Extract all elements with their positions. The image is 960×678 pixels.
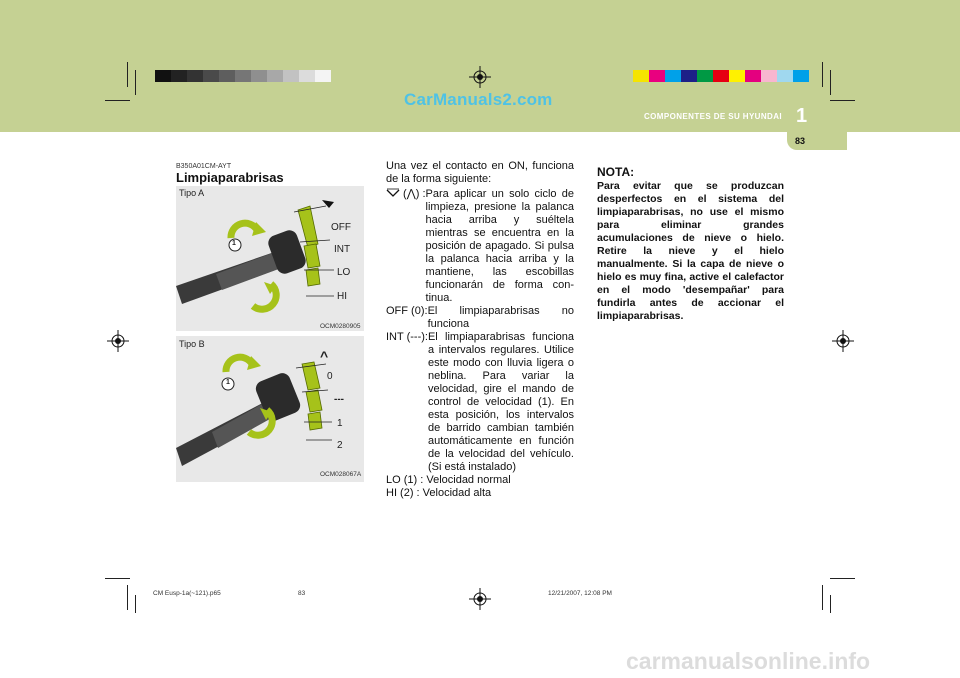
wiper-stalk-illustration <box>176 336 364 482</box>
section-heading: Limpiaparabrisas <box>176 170 284 185</box>
registration-mark-icon <box>469 588 491 610</box>
color-swatch <box>697 70 713 82</box>
callout-number: 1 <box>232 240 236 247</box>
footer-page: 83 <box>298 590 306 597</box>
intro-text: Una vez el contacto en ON, funciona de la forma siguiente: <box>386 160 574 185</box>
color-swatch <box>251 70 267 82</box>
footer-date: 12/21/2007, 12:08 PM <box>548 590 612 597</box>
color-swatch <box>729 70 745 82</box>
wiper-mist-icon <box>386 188 400 198</box>
speed-hi-text: HI (2) : Velocidad alta <box>386 487 492 499</box>
footer-file: CM Eusp-1a(~121).p65 <box>153 590 221 597</box>
crop-mark <box>830 70 831 95</box>
crop-mark <box>822 585 823 610</box>
color-swatch <box>633 70 649 82</box>
list-item-text: El limpiaparabrisas funciona a intervalos regulares. Utilice este modo con lluvia ligera o neblina. Para variar la velocidad, gire el mando de control de velocidad (1). En esta posición, los intervalos de barrido cambian también automáticamente en función de la velocidad del vehículo. (Si está instalado) <box>427 331 574 473</box>
list-item <box>386 188 574 305</box>
color-swatch <box>681 70 697 82</box>
mist-key: (⋀) : <box>386 188 426 305</box>
position-off: OFF <box>331 222 351 233</box>
figure-b-label: Tipo B <box>179 339 205 349</box>
crop-mark <box>105 100 130 101</box>
note-body: Para evitar que se produzcan desperfectos en el sistema del limpiaparabrisas, no use el mismo para eliminar grandes acumulaciones de nieve o hielo. Retire la nieve y el hielo manualmente. Si la capa de nieve o hielo es muy fina, active el calefactor en el modo 'desempañar' para fundirla antes de accionar el limpiaparabrisas. <box>597 180 784 322</box>
speed-lo-text: LO (1) : Velocidad normal <box>386 474 511 486</box>
crop-mark <box>822 62 823 87</box>
crop-mark <box>105 578 130 579</box>
color-swatch <box>203 70 219 82</box>
list-item-text: Para aplicar un solo ciclo de limpieza, presione la palanca hacia arriba y suéltela mientras se encuentra en la posición de apagado. Si pulsa la palanca hacia arriba y la mantiene, las escobillas funcionarán de forma con- tinua. <box>425 188 574 304</box>
color-swatch <box>299 70 315 82</box>
list-item-key: OFF (0): <box>386 305 428 317</box>
color-swatch <box>235 70 251 82</box>
color-swatch <box>649 70 665 82</box>
crop-mark <box>830 595 831 613</box>
color-swatch <box>267 70 283 82</box>
position-hi: HI <box>337 291 347 302</box>
figure-a-code: OCM0280905 <box>320 323 361 330</box>
figure-a-label: Tipo A <box>179 188 205 198</box>
figure-tipo-a <box>176 186 364 331</box>
color-swatch <box>219 70 235 82</box>
color-swatch <box>187 70 203 82</box>
color-swatch <box>315 70 331 82</box>
list-item-key: INT (---): <box>386 331 428 343</box>
registration-mark-icon <box>469 66 491 88</box>
figure-b-code: OCM028067A <box>320 471 362 478</box>
grayscale-strip <box>155 70 331 82</box>
crop-mark <box>135 70 136 95</box>
registration-mark-icon <box>832 330 854 352</box>
color-swatch <box>793 70 809 82</box>
note-title: NOTA: <box>597 165 635 179</box>
list-item <box>386 331 574 474</box>
position-int: INT <box>334 244 351 255</box>
crop-mark <box>127 585 128 610</box>
color-swatch <box>777 70 793 82</box>
crop-mark <box>830 100 855 101</box>
section-title: COMPONENTES DE SU HYUNDAI <box>644 112 783 121</box>
position-int: --- <box>334 394 344 405</box>
instructions-column <box>386 160 574 500</box>
position-2: 2 <box>337 440 343 451</box>
position-mist: ^ <box>320 348 329 364</box>
callout-number: 1 <box>226 379 230 386</box>
page-number: 83 <box>795 136 806 146</box>
chapter-number: 1 <box>796 105 808 127</box>
position-lo: LO <box>337 267 351 278</box>
position-0: 0 <box>327 371 333 382</box>
color-swatch <box>713 70 729 82</box>
crop-mark <box>830 578 855 579</box>
watermark-link[interactable]: CarManuals2.com <box>404 90 553 109</box>
section-code: B350A01CM-AYT <box>176 163 232 170</box>
color-swatch <box>665 70 681 82</box>
color-swatch <box>171 70 187 82</box>
color-swatch <box>761 70 777 82</box>
footer-watermark[interactable]: carmanualsonline.info <box>626 648 871 674</box>
position-1: 1 <box>337 418 343 429</box>
list-item-text: El limpiaparabrisas no funciona <box>427 305 574 330</box>
color-calibration-strip <box>633 70 809 82</box>
color-swatch <box>155 70 171 82</box>
crop-mark <box>127 62 128 87</box>
figure-tipo-b <box>176 336 364 482</box>
list-item <box>386 305 574 331</box>
wiper-stalk-illustration <box>176 186 364 331</box>
color-swatch <box>283 70 299 82</box>
color-swatch <box>745 70 761 82</box>
note-column <box>597 165 784 323</box>
registration-mark-icon <box>107 330 129 352</box>
crop-mark <box>135 595 136 613</box>
